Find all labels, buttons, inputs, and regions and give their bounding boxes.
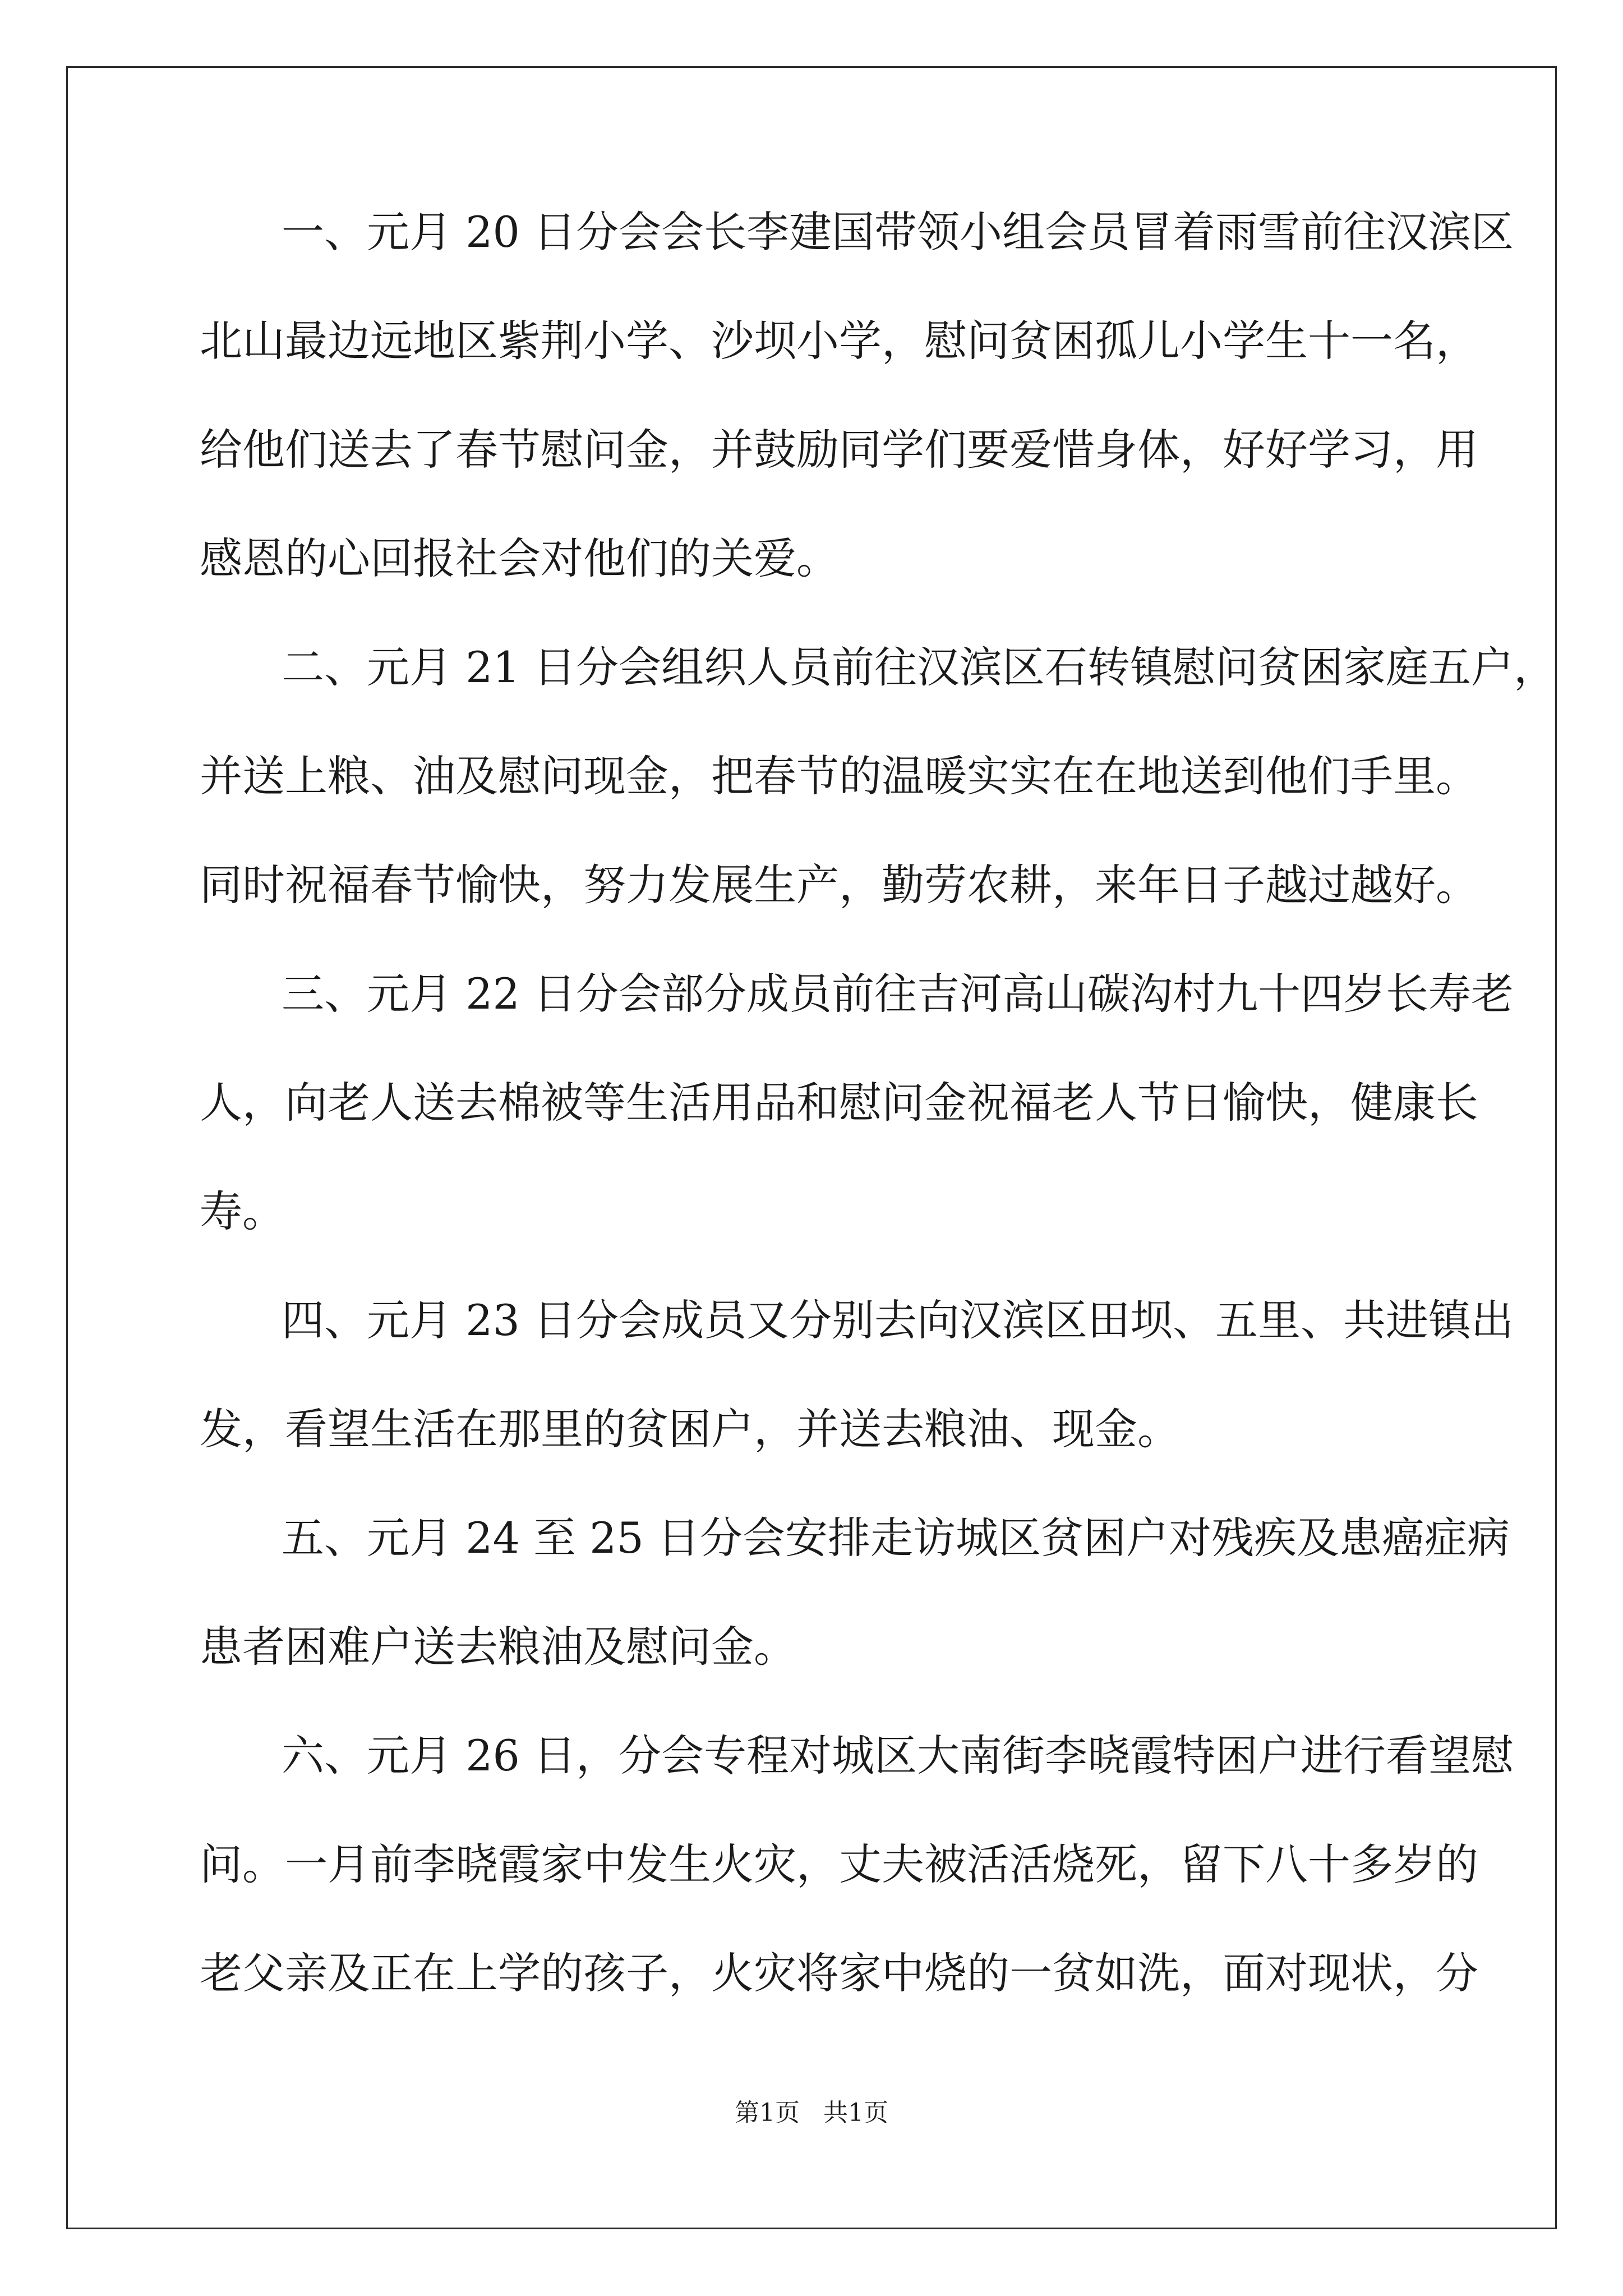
paragraph-4-line-2: 发，看望生活在那里的贫困户，并送去粮油、现金。	[200, 1404, 1180, 1454]
paragraph-6-line-1: 六、元月 26 日，分会专程对城区大南街李晓霞特困户进行看望慰	[282, 1731, 1514, 1780]
paragraph-1-line-4: 感恩的心回报社会对他们的关爱。	[200, 533, 839, 583]
paragraph-3-line-3: 寿。	[200, 1186, 285, 1236]
paragraph-4-line-1: 四、元月 23 日分会成员又分别去向汉滨区田坝、五里、共进镇出	[282, 1295, 1514, 1345]
paragraph-2-line-2: 并送上粮、油及慰问现金，把春节的温暖实实在在地送到他们手里。	[200, 751, 1478, 801]
paragraph-6-line-2: 问。一月前李晓霞家中发生火灾，丈夫被活活烧死，留下八十多岁的	[200, 1839, 1478, 1889]
paragraph-3-line-1: 三、元月 22 日分会部分成员前往吉河高山碳沟村九十四岁长寿老	[282, 969, 1514, 1019]
paragraph-5-line-2: 患者困难户送去粮油及慰问金。	[200, 1622, 796, 1672]
paragraph-3-line-2: 人，向老人送去棉被等生活用品和慰问金祝福老人节日愉快，健康长	[200, 1078, 1478, 1128]
paragraph-2-line-1: 二、元月 21 日分会组织人员前往汉滨区石转镇慰问贫困家庭五户，	[282, 642, 1557, 692]
page-border	[66, 66, 1557, 2229]
paragraph-1-line-2: 北山最边远地区紫荆小学、沙坝小学，慰问贫困孤儿小学生十一名，	[200, 316, 1478, 366]
paragraph-2-line-3: 同时祝福春节愉快，努力发展生产，勤劳农耕，来年日子越过越好。	[200, 860, 1478, 910]
paragraph-1-line-1: 一、元月 20 日分会会长李建国带领小组会员冒着雨雪前往汉滨区	[282, 207, 1514, 257]
paragraph-6-line-3: 老父亲及正在上学的孩子，火灾将家中烧的一贫如洗，面对现状，分	[200, 1948, 1478, 1998]
page-footer: 第1页 共1页	[735, 2099, 888, 2127]
paragraph-5-line-1: 五、元月 24 至 25 日分会安排走访城区贫困户对残疾及患癌症病	[282, 1513, 1510, 1563]
paragraph-1-line-3: 给他们送去了春节慰问金，并鼓励同学们要爱惜身体，好好学习，用	[200, 425, 1478, 475]
